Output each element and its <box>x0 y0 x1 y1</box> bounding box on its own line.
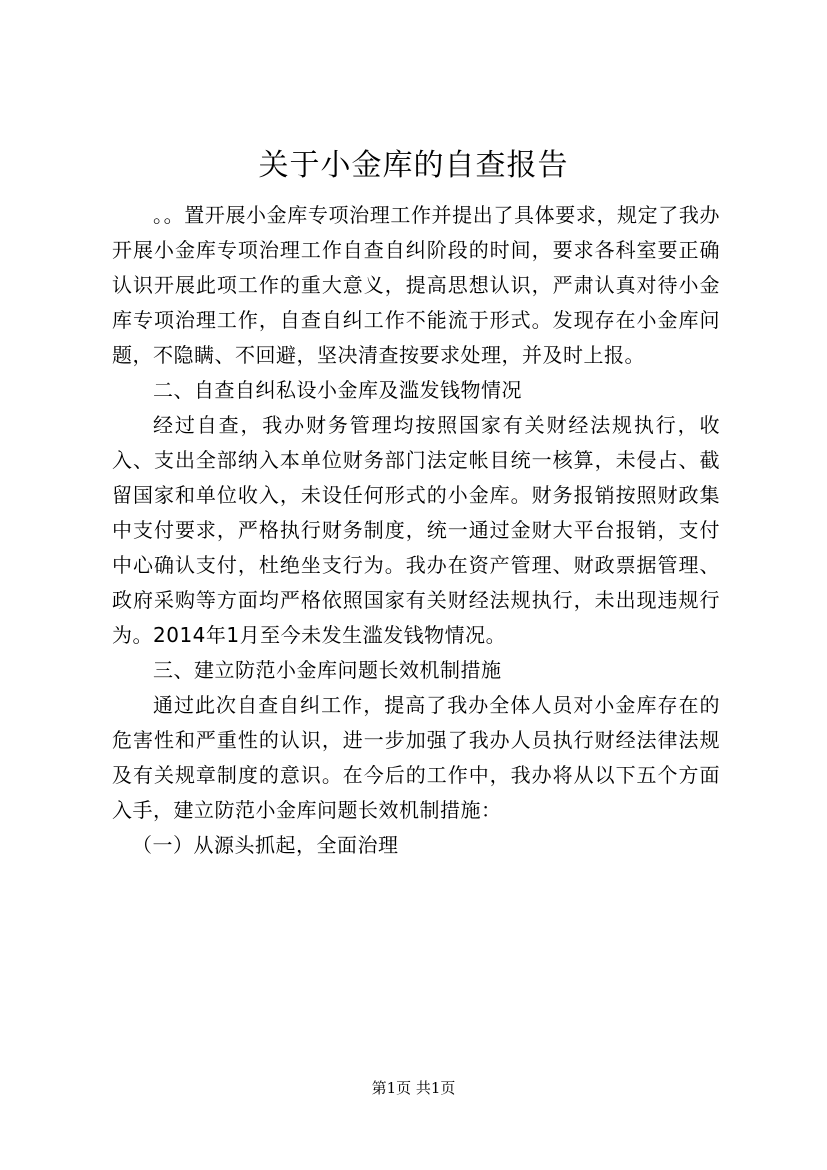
subsection-heading-1: （一）从源头抓起，全面治理 <box>132 833 399 857</box>
page-number-footer: 第1页 共1页 <box>371 1079 456 1097</box>
section-heading-2: 二、自查自纠私设小金库及滥发钱物情况 <box>153 378 522 402</box>
paragraph-self-check: 经过自查，我办财务管理均按照国家有关财经法规执行，收入、支出全部纳入本单位财务部门法定帐目统一核算，未侵占、截留国家和单位收入，未设任何形式的小金库。财务报销按照财政集中支付要求，严格执行财务制度，统一通过金财大平台报销，支付中心确认支付，杜绝坐支行为。我办在资产管理、财政票据管理、政府采购等方面均严格依照国家有关财经法规执行，未出现违规行为。2014年1月至今未发生滥发钱物情况。 <box>112 413 720 647</box>
paragraph-intro: 。。置开展小金库专项治理工作并提出了具体要求，规定了我办开展小金库专项治理工作自查自纠阶段的时间，要求各科室要正确认识开展此项工作的重大意义，提高思想认识，严肃认真对待小金库专项治理工作，自查自纠工作不能流于形式。发现存在小金库问题，不隐瞒、不回避，坚决清查按要求处理，并及时上报。 <box>112 203 720 367</box>
paragraph-measures: 通过此次自查自纠工作，提高了我办全体人员对小金库存在的危害性和严重性的认识，进一步加强了我办人员执行财经法律法规及有关规章制度的意识。在今后的工作中，我办将从以下五个方面入手，建立防范小金库问题长效机制措施： <box>112 693 720 822</box>
section-heading-3: 三、建立防范小金库问题长效机制措施 <box>153 658 502 682</box>
document-body <box>112 198 720 863</box>
document-title: 关于小金库的自查报告 <box>258 148 569 183</box>
